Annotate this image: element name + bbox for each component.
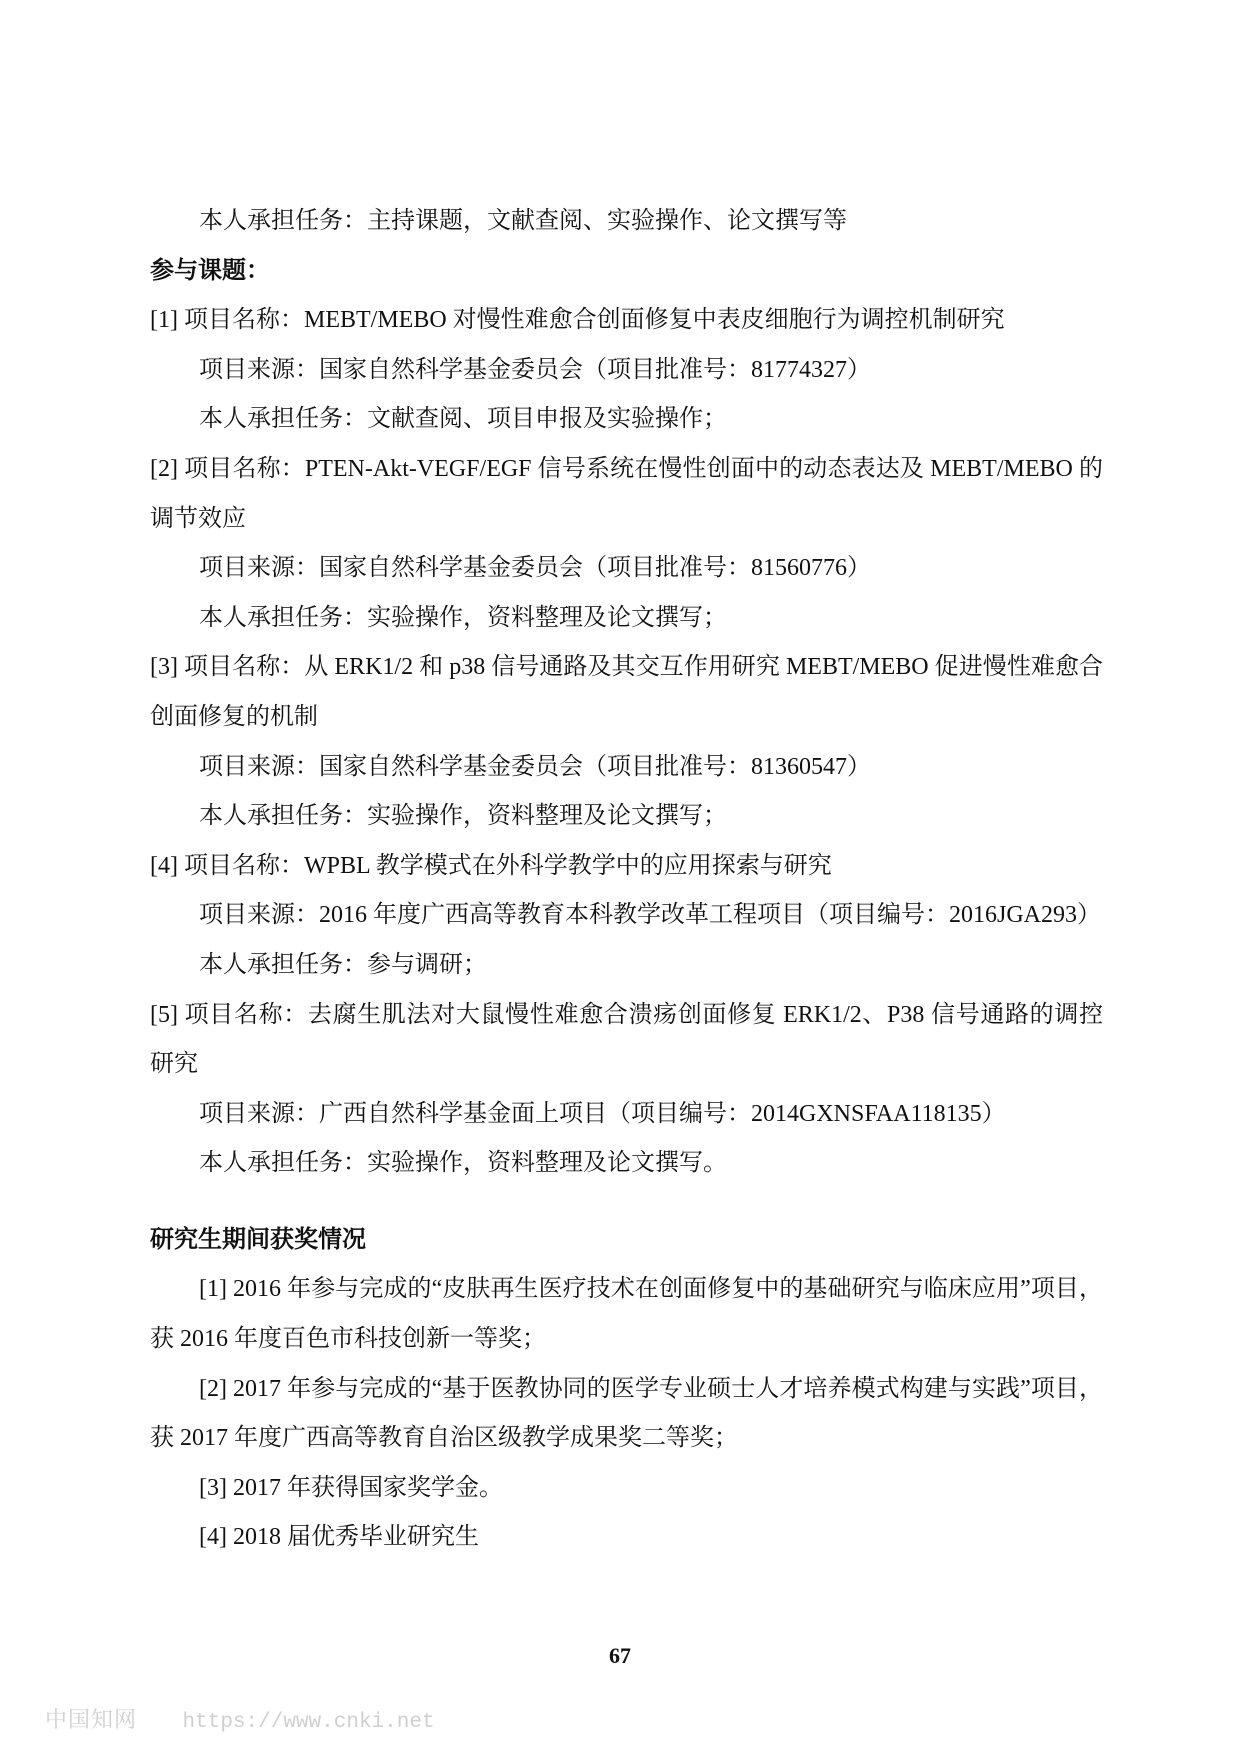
- page-content: [150, 197, 1103, 1563]
- participation-heading: 参与课题：: [150, 257, 270, 284]
- watermark: [45, 1706, 435, 1737]
- project-task: 本人承担任务：实验操作，资料整理及论文撰写。: [199, 1150, 727, 1177]
- project-source: 项目来源：广西自然科学基金面上项目（项目编号：2014GXNSFAA118135）: [199, 1100, 1006, 1127]
- project-task: 本人承担任务：参与调研；: [199, 951, 487, 978]
- project-task: 本人承担任务：实验操作，资料整理及论文撰写；: [199, 604, 727, 631]
- page-number: 67: [609, 1643, 631, 1668]
- project-item: [150, 445, 1103, 643]
- project-name: [1] 项目名称：MEBT/MEBO 对慢性难愈合创面修复中表皮细胞行为调控机制研究: [150, 307, 1005, 334]
- award-item: [1] 2016 年参与完成的“皮肤再生医疗技术在创面修复中的基础研究与临床应用”项目，获 2016 年度百色市科技创新一等奖；: [150, 1276, 1103, 1353]
- project-task: 本人承担任务：实验操作，资料整理及论文撰写；: [199, 803, 727, 830]
- project-source: 项目来源：2016 年度广西高等教育本科教学改革工程项目（项目编号：2016JGA293）: [199, 902, 1102, 929]
- award-item: [3] 2017 年获得国家奖学金。: [199, 1474, 503, 1501]
- project-name: [4] 项目名称：WPBL 教学模式在外科学教学中的应用探索与研究: [150, 852, 832, 879]
- award-item: [4] 2018 届优秀毕业研究生: [199, 1524, 479, 1551]
- project-source: 项目来源：国家自然科学基金委员会（项目批准号：81774327）: [199, 356, 871, 383]
- project-name: [2] 项目名称：PTEN-Akt-VEGF/EGF 信号系统在慢性创面中的动态表达及 MEBT/MEBO 的调节效应: [150, 455, 1103, 532]
- project-name: [5] 项目名称：去腐生肌法对大鼠慢性难愈合溃疡创面修复 ERK1/2、P38 信号通路的调控研究: [150, 1001, 1103, 1078]
- project-item: [150, 842, 1103, 991]
- project-item: [150, 296, 1103, 445]
- project-source: 项目来源：国家自然科学基金委员会（项目批准号：81560776）: [199, 555, 871, 582]
- award-item: [2] 2017 年参与完成的“基于医教协同的医学专业硕士人才培养模式构建与实践”项目，获 2017 年度广西高等教育自治区级教学成果奖二等奖；: [150, 1375, 1103, 1452]
- watermark-brand: 中国知网: [45, 1708, 138, 1733]
- project-source: 项目来源：国家自然科学基金委员会（项目批准号：81360547）: [199, 753, 871, 780]
- project-name: [3] 项目名称：从 ERK1/2 和 p38 信号通路及其交互作用研究 MEBT/MEBO 促进慢性难愈合创面修复的机制: [150, 654, 1103, 730]
- project-item: [150, 991, 1103, 1189]
- project-task: 本人承担任务：文献查阅、项目申报及实验操作；: [199, 406, 727, 433]
- project-item: [150, 643, 1103, 841]
- awards-heading: 研究生期间获奖情况: [150, 1226, 366, 1253]
- watermark-url: https://www.cnki.net: [182, 1711, 435, 1734]
- continuation-task-line: 本人承担任务：主持课题，文献查阅、实验操作、论文撰写等: [199, 208, 847, 234]
